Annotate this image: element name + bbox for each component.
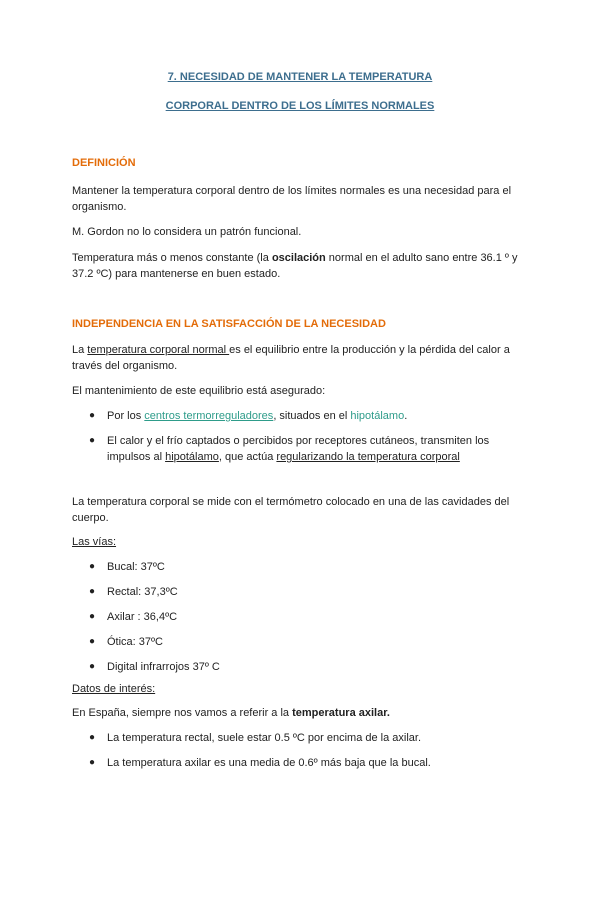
bullet-icon: ● [89, 561, 96, 572]
section-heading-independencia: INDEPENDENCIA EN LA SATISFACCIÓN DE LA NECESIDAD [72, 318, 386, 330]
dato-text: La temperatura axilar es una media de 0.6º más baja que la bucal. [107, 757, 431, 769]
text-span: Temperatura más o menos constante (la [72, 252, 272, 264]
via-text: Bucal: 37ºC [107, 561, 165, 573]
bullet-icon: ● [89, 661, 96, 672]
medicion-paragraph-1: La temperatura corporal se mide con el termómetro colocado en una de las cavidades del cuerpo. [72, 496, 510, 524]
definicion-paragraph-2: M. Gordon no lo considera un patrón funcional. [72, 226, 302, 238]
underlined-term-hipotalamo: hipotálamo [165, 451, 219, 463]
text-span: En España, siempre nos vamos a referir a la [72, 707, 293, 719]
bullet-icon: ● [89, 435, 96, 446]
text-span: El calor y el frío captados o percibidos por receptores cutáneos, transmiten los impulsos al [107, 435, 490, 463]
list-item [72, 609, 528, 625]
bullet-icon: ● [89, 410, 96, 421]
text-span: normal en el adulto sano entre 36.1 º y 37.2 ºC) para mantenerse en buen estado. [72, 252, 518, 280]
independencia-paragraph-1 [72, 342, 528, 374]
list-item [72, 433, 528, 465]
bold-term-temperatura-axilar: temperatura axilar. [292, 707, 390, 719]
text-span: Por los [107, 410, 145, 422]
underlined-term-temperatura-corporal-normal: temperatura corporal normal [87, 344, 230, 356]
datos-label: Datos de interés: [72, 683, 156, 695]
document-page [0, 69, 600, 917]
dato-text: La temperatura rectal, suele estar 0.5 ºC por encima de la axilar. [107, 732, 422, 744]
page-title-line-1: 7. NECESIDAD DE MANTENER LA TEMPERATURA [167, 71, 433, 83]
medicion-paragraph-2 [72, 705, 528, 721]
link-centros-termorreguladores[interactable]: centros termorreguladores [144, 410, 274, 422]
text-span: , situados en el [273, 410, 351, 422]
datos-list [72, 730, 528, 771]
list-item [72, 755, 528, 771]
via-text: Axilar : 36,4ºC [107, 611, 178, 623]
page-title-line-2: CORPORAL DENTRO DE LOS LÍMITES NORMALES [165, 100, 435, 112]
link-hipotalamo[interactable]: hipotálamo [350, 410, 405, 422]
text-span: La [72, 344, 88, 356]
bullet-icon: ● [89, 757, 96, 768]
vias-label: Las vías: [72, 536, 117, 548]
definicion-paragraph-3 [72, 250, 528, 282]
via-text: Rectal: 37,3ºC [107, 586, 178, 598]
definicion-paragraph-1: Mantener la temperatura corporal dentro de los límites normales es una necesidad para el organismo. [72, 185, 512, 213]
bullet-icon: ● [89, 611, 96, 622]
vias-list [72, 559, 528, 675]
list-item [72, 730, 528, 746]
bold-term-oscilacion: oscilación [271, 252, 326, 264]
equilibrio-list [72, 408, 528, 465]
text-span: . [404, 410, 408, 422]
text-span: es el equilibrio entre la producción y la pérdida del calor a través del organismo. [72, 344, 510, 372]
list-item [72, 408, 528, 424]
list-item [72, 559, 528, 575]
bullet-icon: ● [89, 732, 96, 743]
list-item [72, 634, 528, 650]
via-text: Digital infrarrojos 37º C [107, 661, 220, 673]
list-item [72, 659, 528, 675]
list-item [72, 584, 528, 600]
section-heading-definicion: DEFINICIÓN [72, 157, 136, 169]
independencia-paragraph-2: El mantenimiento de este equilibrio está asegurado: [72, 385, 326, 397]
underlined-term-regularizando: regularizando la temperatura corporal [276, 451, 460, 463]
bullet-icon: ● [89, 636, 96, 647]
bullet-icon: ● [89, 586, 96, 597]
via-text: Ótica: 37ºC [107, 636, 163, 648]
text-span: , que actúa [218, 451, 277, 463]
